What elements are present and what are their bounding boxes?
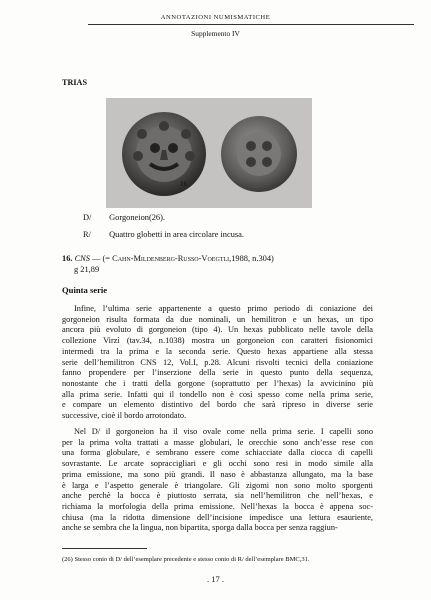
figure-number: 16 xyxy=(180,180,187,188)
description-obverse xyxy=(83,213,165,222)
subheading: Quinta serie xyxy=(62,285,108,295)
paragraph-line: intermedi tra la prima e la seconda serie. Questo hexas appartiene alla stessa xyxy=(62,346,373,356)
footnote: (26) Stesso conio di D/ dell’esemplare precedente e stesso conio di R/ dell’esemplare BMC,31. xyxy=(62,556,310,563)
paragraph-line: collezione Virzì (tav.34, n.1038) mostra un gorgoneion con caratteri fisionomici xyxy=(62,336,373,346)
catalog-cite: ,1988, n.304) xyxy=(229,254,274,263)
paragraph-line: Nel D/ il gorgoneion ha il viso ovale come nella prima serie. I capelli sono xyxy=(74,427,373,436)
paragraph-line: nonostante che i tratti della gorgone (soprattutto per l’hexas) la avvicinino più xyxy=(62,378,373,388)
paragraph-line: anche perchè la bocca è piuttosto serrata, sia nell’hemilitron che nell’hexas, e xyxy=(62,491,373,501)
paragraph-line: alla prima serie. Infatti qui il tondello non è così spesso come nella prima serie, xyxy=(62,389,373,399)
coin-illustration xyxy=(106,98,312,208)
catalog-number: 16. xyxy=(62,254,73,263)
catalog-ref: CNS xyxy=(74,254,90,263)
side-label: D/ xyxy=(83,213,92,222)
paragraph-line: prima emissione, ma sono più grandi. Il naso è abbastanza allungato, ma la base xyxy=(62,469,373,479)
description-text: Quattro globetti in area circolare incusa. xyxy=(109,230,244,239)
reverse-coin xyxy=(221,116,297,192)
paragraph-line: Infine, l’ultima serie appartenente a questo primo periodo di coniazione dei xyxy=(74,304,373,313)
coin-photo xyxy=(106,98,312,208)
paragraph-line: e compare un elemento distintivo del bordo che sarà ripreso in diverse serie xyxy=(62,400,373,410)
paragraph-line: è larga e l’aspetto generale è triangolare. Gli zigomi non sono molto sporgenti xyxy=(62,480,373,490)
footnote-rule xyxy=(62,548,147,549)
paragraph-line: sovrastante. Le arcate sopraccigliari e gli occhi sono resi in modo simile alla xyxy=(62,459,373,469)
catalog-entry xyxy=(62,253,274,275)
side-label: R/ xyxy=(83,230,91,239)
page-number: . 17 . xyxy=(207,574,224,584)
section-title: TRIAS xyxy=(62,78,88,87)
paragraph-line: per la prima volta trattati a masse globulari, le orecchie sono anch’esse rese con xyxy=(62,437,373,447)
running-header: ANNOTAZIONI NUMISMATICHE xyxy=(160,14,271,21)
paragraph-line: una forma globulare, e sembrano essere come schiacciate dalla ciocca di capelli xyxy=(62,448,373,458)
paragraph-1 xyxy=(62,304,373,422)
paragraph-line: serie dell’hemilitron CNS 12, Vol.I, p.28. Alcuni risvolti tecnici della coniazione xyxy=(62,357,373,367)
paragraph-line: richiama la morfologia della prima emissione. Nell’hexas la bocca è appena soc- xyxy=(62,501,373,511)
catalog-authors: Cahn-Mildenberg-Russo-Voegtli xyxy=(112,254,230,263)
obverse-coin xyxy=(122,112,206,196)
paragraph-line: fanno propendere per l’inserzione della serie in questo punto della sequenza, xyxy=(62,368,373,378)
description-text: Gorgoneion(26). xyxy=(109,213,165,222)
paragraph-line: chiusa (ma la ridotta dimensione dell’incisione impedisce una lettura esauriente, xyxy=(62,512,373,522)
paragraph-2 xyxy=(62,427,373,534)
catalog-weight: g 21,89 xyxy=(74,265,100,274)
supplement-label: Supplemento IV xyxy=(191,29,240,38)
header-rule xyxy=(88,24,414,25)
paragraph-line: anche se sembra che la lingua, non bipartita, sporga dalla bocca per senza raggiun- xyxy=(62,523,338,533)
catalog-dash: — (= xyxy=(89,254,113,263)
description-reverse xyxy=(83,230,244,239)
paragraph-line: gorgoneion risulta formata da due nominali, un hemilitron e un hexas, un tipo xyxy=(62,314,373,324)
paragraph-line: ancora più evoluto di gorgoneion (tipo 4). Un hexas pubblicato nelle tavole della xyxy=(62,325,373,335)
paragraph-line: successive, cioè il bordo arrotondato. xyxy=(62,411,187,421)
